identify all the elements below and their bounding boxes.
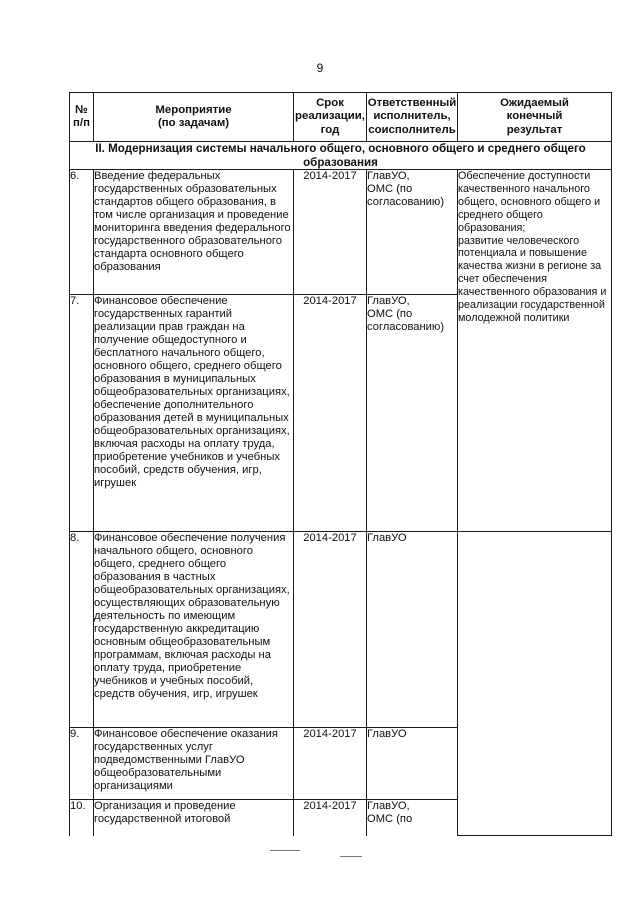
result-empty-cell	[458, 532, 612, 836]
section-title: II. Модернизация системы начального общего, основного общего и среднего общего образования	[70, 142, 612, 170]
header-number: № п/п	[70, 93, 94, 142]
row-term: 2014-2017	[294, 800, 367, 836]
header-result: Ожидаемый конечный результат	[458, 93, 612, 142]
page-footer-mark	[250, 838, 390, 868]
row-number: 8.	[70, 532, 94, 728]
row-term: 2014-2017	[294, 295, 367, 532]
row-number: 9.	[70, 728, 94, 800]
row-executor: ГлавУО	[367, 728, 458, 800]
row-event: Финансовое обеспечение государственных гарантий реализации прав граждан на получение общедоступного и бесплатного начального общего, основного общего, среднего общего образования в муниципальных общеобразовательных организациях, обеспечение дополнительного образования детей в муниципальных общеобразовательных организациях, включая расходы на оплату труда, приобретение учебников и учебных пособий, средств обучения, игр, игрушек	[94, 295, 294, 532]
row-event: Финансовое обеспечение получения начального общего, основного общего, среднего общего образования в частных общеобразовательных организациях, осуществляющих образовательную деятельность по имеющим государственную аккредитацию основным общеобразовательным программам, включая расходы на оплату труда, приобретение учебников и учебных пособий, средств обучения, игр, игрушек	[94, 532, 294, 728]
row-executor: ГлавУО, ОМС (по согласованию)	[367, 170, 458, 295]
row-term: 2014-2017	[294, 728, 367, 800]
row-executor: ГлавУО, ОМС (по согласованию)	[367, 295, 458, 532]
row-event: Введение федеральных государственных образовательных стандартов общего образования, в том числе организация и проведение мониторинга введения федерального государственного образовательного стандарта основного общего образования	[94, 170, 294, 295]
header-event: Мероприятие (по задачам)	[94, 93, 294, 142]
row-term: 2014-2017	[294, 170, 367, 295]
table-header-row	[70, 93, 612, 142]
row-number: 10.	[70, 800, 94, 836]
row-term: 2014-2017	[294, 532, 367, 728]
row-event: Финансовое обеспечение оказания государственных услуг подведомственными ГлавУО общеобразовательными организациями	[94, 728, 294, 800]
table-row	[70, 532, 612, 728]
table-row	[70, 170, 612, 295]
row-number: 6.	[70, 170, 94, 295]
row-number: 7.	[70, 295, 94, 532]
expected-result: Обеспечение доступности качественного начального общего, основного общего и среднего общего образования; развитие человеческого потенциала и повышение качества жизни в регионе за счет обеспечения качественного образования и реализации государственной молодежной политики	[458, 170, 612, 532]
section-row	[70, 142, 612, 170]
header-term: Срок реализации, год	[294, 93, 367, 142]
row-executor: ГлавУО	[367, 532, 458, 728]
row-executor: ГлавУО, ОМС (по	[367, 800, 458, 836]
activities-table	[69, 92, 612, 836]
page-number: 9	[316, 61, 324, 75]
header-executor: Ответственный исполнитель, соисполнитель	[367, 93, 458, 142]
row-event: Организация и проведение государственной итоговой	[94, 800, 294, 836]
